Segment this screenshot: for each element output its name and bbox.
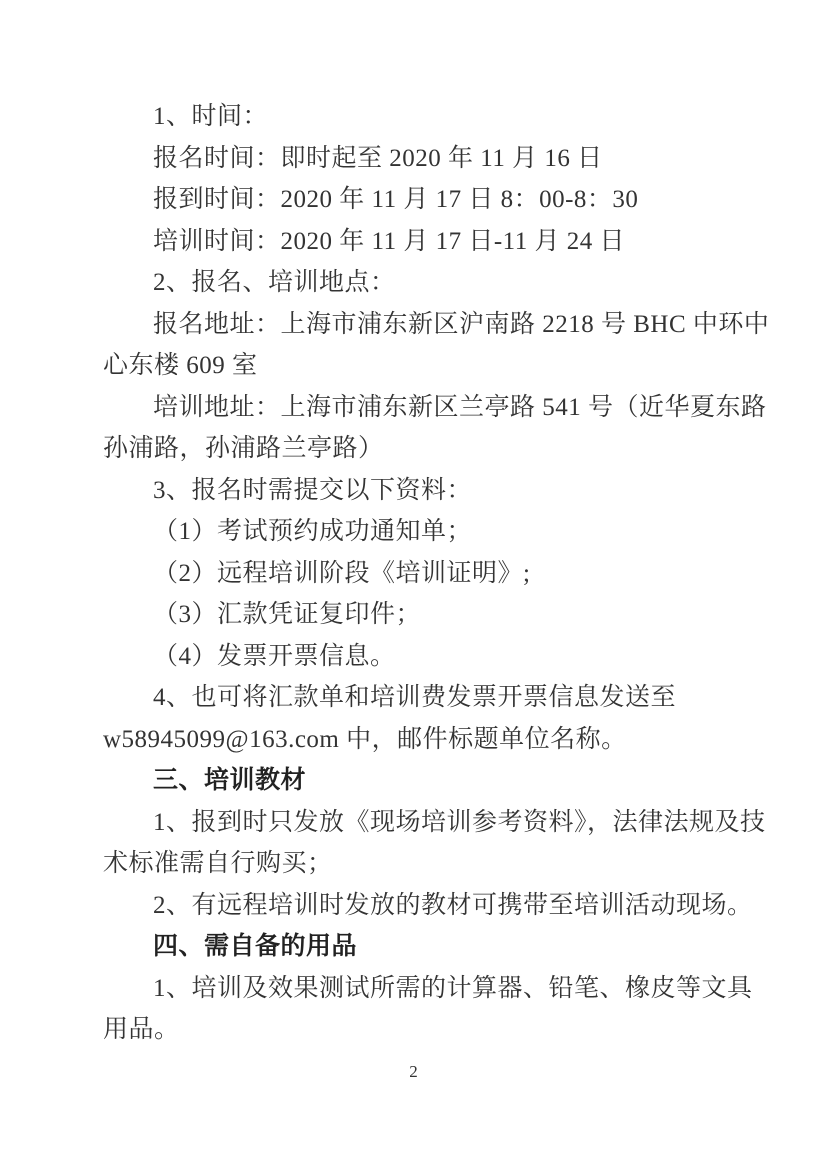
document-line: 1、报到时只发放《现场培训参考资料》，法律法规及技: [153, 808, 766, 836]
document-line: 1、时间：: [153, 103, 269, 130]
document-line: （2）远程培训阶段《培训证明》;: [153, 559, 531, 587]
page-number: 2: [409, 1062, 418, 1081]
document-line: 培训地址：上海市浦东新区兰亭路 541 号（近华夏东路: [153, 393, 767, 421]
document-line: 3、报名时需提交以下资料：: [153, 476, 473, 504]
document-line: 报名地址：上海市浦东新区沪南路 2218 号 BHC 中环中: [153, 310, 770, 338]
document-line: （4）发票开票信息。: [153, 642, 396, 670]
document-line: 4、也可将汇款单和培训费发票开票信息发送至: [153, 684, 677, 711]
document-line: 2、有远程培训时发放的教材可携带至培训活动现场。: [153, 891, 753, 919]
document-line: （3）汇款凭证复印件；: [153, 601, 422, 628]
document-line: 2、报名、培训地点：: [153, 269, 396, 296]
document-line: 心东楼 609 室: [103, 352, 258, 379]
document-line: 培训时间：2020 年 11 月 17 日-11 月 24 日: [153, 227, 625, 255]
document-line: 孙浦路，孙浦路兰亭路）: [103, 435, 384, 462]
section-heading: 四、需自备的用品: [153, 932, 358, 960]
document-line: 1、培训及效果测试所需的计算器、铅笔、橡皮等文具: [153, 974, 753, 1002]
document-body: [103, 96, 770, 1051]
document-line: 用品。: [103, 1016, 180, 1043]
document-line: 术标准需自行购买；: [103, 850, 333, 877]
document-line: w58945099@163.com 中，邮件标题单位名称。: [103, 725, 627, 753]
document-line: 报到时间：2020 年 11 月 17 日 8：00-8：30: [153, 186, 639, 213]
page-footer: [0, 1060, 827, 1084]
document-line: 报名时间：即时起至 2020 年 11 月 16 日: [153, 144, 603, 172]
section-heading: 三、培训教材: [153, 766, 307, 794]
document-line: （1）考试预约成功通知单；: [153, 518, 473, 545]
